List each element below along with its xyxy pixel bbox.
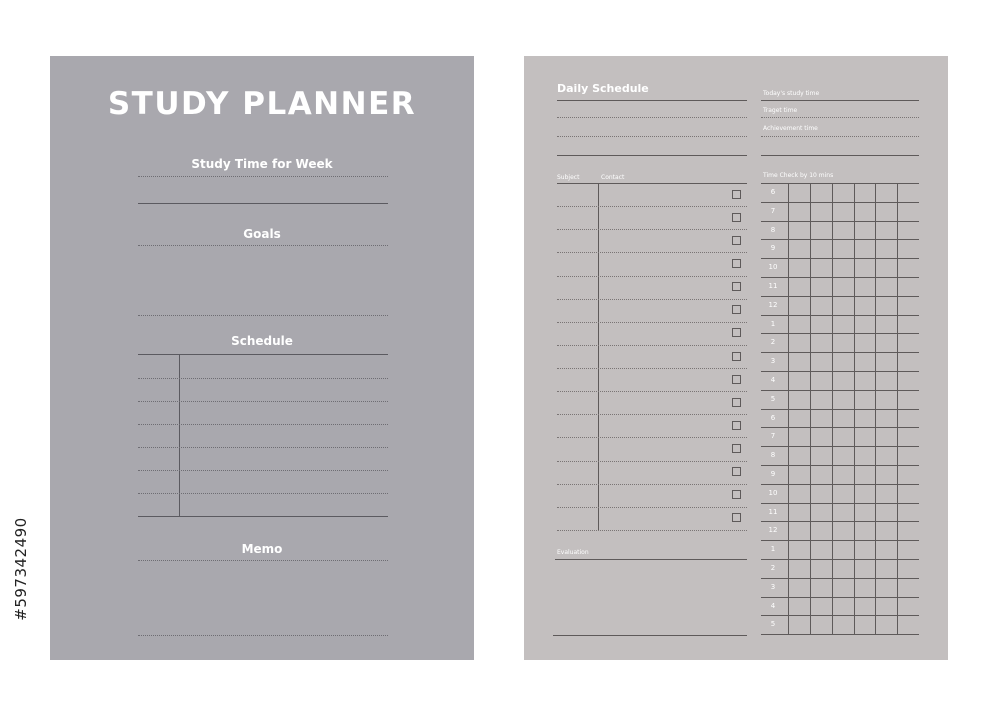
subject-row[interactable] [557,484,747,485]
hour-label: 8 [770,451,776,460]
subject-row[interactable] [557,276,747,277]
task-checkbox[interactable] [732,259,741,268]
schedule-top-border [138,354,388,355]
subject-column-divider [598,183,599,530]
daily-note-line[interactable] [557,117,747,118]
study-time-heading: Study Time for Week [191,157,333,171]
ten-minute-column-line [832,183,833,634]
target-time-label: Traget time [763,107,798,114]
subject-row[interactable] [557,345,747,346]
achievement-time-label: Achievement time [763,125,818,132]
hour-label: 2 [770,564,776,572]
ten-minute-column-line [875,183,876,634]
study-time-line[interactable] [138,176,388,177]
daily-schedule-underline [557,100,747,101]
hour-label: 7 [770,432,776,441]
hour-row-line [761,239,919,240]
subject-header: Subject [557,174,580,181]
daily-schedule-page [524,56,948,660]
schedule-row[interactable] [138,493,388,494]
hour-row-line [761,277,919,278]
hour-label: 12 [768,526,778,535]
hour-label: 11 [768,507,778,516]
evaluation-bottom-line [553,635,747,636]
hour-row-line [761,427,919,428]
hour-label: 9 [770,244,776,253]
hour-row-line [761,484,919,485]
memo-heading: Memo [241,542,283,556]
subject-row[interactable] [557,252,747,253]
stock-image-id-text: #597342490 [12,517,30,621]
contact-header: Contact [601,174,625,181]
task-checkbox[interactable] [732,236,741,245]
hour-row-line [761,258,919,259]
ten-minute-column-line [810,183,811,634]
daily-schedule-heading: Daily Schedule [557,82,649,95]
time-check-label: Time Check by 10 mins [763,172,834,179]
task-checkbox[interactable] [732,490,741,499]
ten-minute-column-line [788,183,789,634]
study-planner-page [50,56,474,660]
daily-note-line[interactable] [557,136,747,137]
hour-label: 4 [770,376,776,384]
goals-heading: Goals [243,227,281,241]
task-checkbox[interactable] [732,190,741,199]
subject-row[interactable] [557,414,747,415]
hour-row-line [761,296,919,297]
hour-row-line [761,615,919,616]
hour-label: 12 [768,300,778,309]
hour-row-line [761,409,919,410]
hour-row-line [761,371,919,372]
subject-row[interactable] [557,530,747,531]
hour-label: 10 [768,263,778,272]
hour-label: 1 [770,319,776,328]
hour-row-line [761,333,919,334]
hour-row-line [761,465,919,466]
daily-note-divider [557,155,747,156]
schedule-bottom-border [138,516,388,517]
hour-label: 11 [768,282,778,290]
task-checkbox[interactable] [732,421,741,430]
hour-label: 3 [770,582,776,591]
hour-row-line [761,202,919,203]
schedule-row[interactable] [138,401,388,402]
memo-line[interactable] [138,560,388,561]
achievement-time-line[interactable] [761,136,919,137]
ten-minute-column-line [897,183,898,634]
goals-line[interactable] [138,245,388,246]
task-checkbox[interactable] [732,213,741,222]
todays-study-time-line[interactable] [761,100,919,101]
ten-minute-column-line [854,183,855,634]
subject-row[interactable] [557,368,747,369]
evaluation-label: Evaluation [557,549,589,556]
hour-label: 6 [770,188,776,196]
hour-row-line [761,503,919,504]
hour-row-line [761,634,919,635]
subject-row[interactable] [557,322,747,323]
subject-row[interactable] [557,437,747,438]
task-checkbox[interactable] [732,328,741,337]
subject-row[interactable] [557,461,747,462]
hour-label: 7 [770,206,776,215]
hour-row-line [761,390,919,391]
hour-label: 5 [770,620,776,629]
subject-row[interactable] [557,507,747,508]
hour-label: 5 [770,394,776,403]
task-checkbox[interactable] [732,375,741,384]
task-checkbox[interactable] [732,513,741,522]
memo-line[interactable] [138,635,388,636]
hour-row-line [761,578,919,579]
hour-label: 9 [770,470,776,478]
schedule-row[interactable] [138,378,388,379]
subject-row[interactable] [557,206,747,207]
study-time-divider [138,203,388,204]
task-checkbox[interactable] [732,467,741,476]
hour-row-line [761,446,919,447]
hour-row-line [761,521,919,522]
page-title: STUDY PLANNER [107,86,417,122]
target-time-line[interactable] [761,117,919,118]
subject-row[interactable] [557,229,747,230]
todays-study-time-label: Today's study time [763,90,820,97]
hour-label: 6 [770,413,776,422]
hour-row-line [761,221,919,222]
subject-row[interactable] [557,391,747,392]
task-checkbox[interactable] [732,282,741,291]
study-time-divider [761,155,919,156]
hour-label: 2 [770,338,776,347]
hour-label: 8 [770,225,776,234]
hour-label: 4 [770,601,776,610]
schedule-row[interactable] [138,470,388,471]
hour-row-line [761,559,919,560]
task-checkbox[interactable] [732,444,741,453]
hour-label: 1 [770,545,776,554]
hour-row-line [761,315,919,316]
hour-row-line [761,352,919,353]
stock-image-id [6,474,36,664]
goals-line[interactable] [138,315,388,316]
task-checkbox[interactable] [732,352,741,361]
task-checkbox[interactable] [732,398,741,407]
subject-table-top [557,183,747,184]
hour-row-line [761,540,919,541]
schedule-row[interactable] [138,447,388,448]
time-grid-top [761,183,919,184]
evaluation-top-line [555,559,747,560]
hour-row-line [761,597,919,598]
schedule-row[interactable] [138,424,388,425]
subject-row[interactable] [557,299,747,300]
hour-label: 10 [768,488,778,497]
schedule-heading: Schedule [231,334,293,348]
hour-label: 3 [770,357,776,366]
task-checkbox[interactable] [732,305,741,314]
